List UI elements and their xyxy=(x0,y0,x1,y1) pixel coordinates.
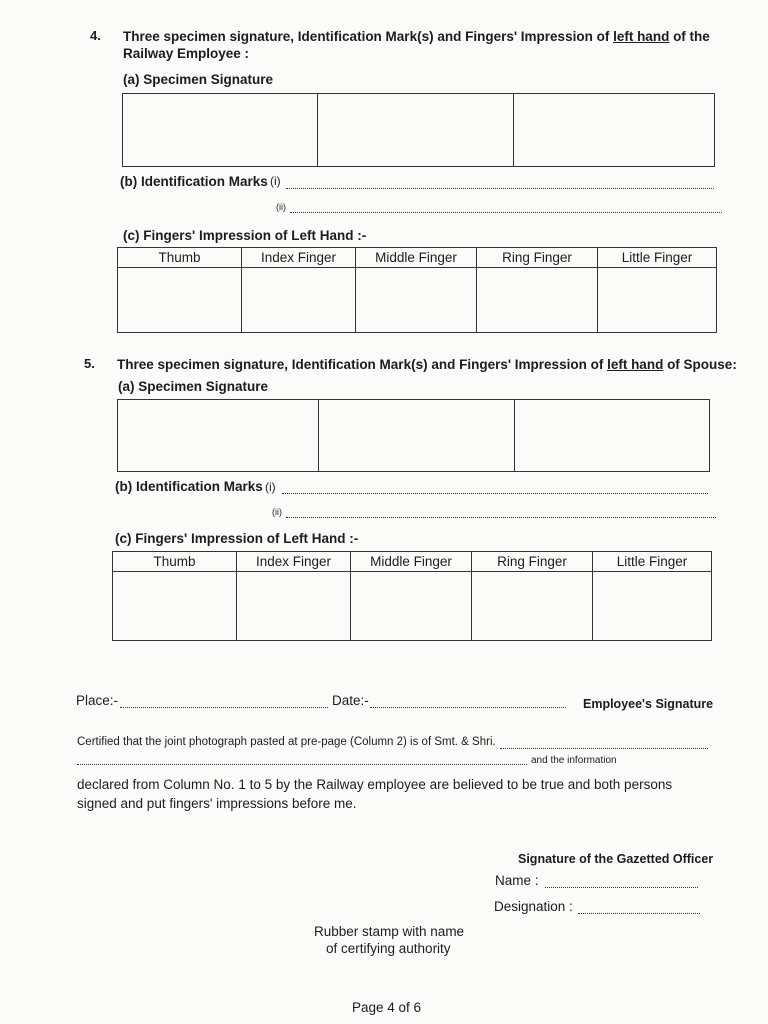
finger-header-index: Index Finger xyxy=(237,552,351,572)
finger-impression-ring[interactable] xyxy=(477,268,598,333)
finger-header-ring: Ring Finger xyxy=(477,248,598,268)
section-4-fingers-table xyxy=(117,247,717,333)
section-5-id-mark-2-line[interactable] xyxy=(286,516,716,518)
section-4-id-mark-1-label: (i) xyxy=(270,174,281,188)
finger-header-ring: Ring Finger xyxy=(472,552,593,572)
section-4-specimen-label: (a) Specimen Signature xyxy=(123,72,274,87)
employee-signature-label: Employee's Signature xyxy=(583,697,714,711)
finger-impression-middle[interactable] xyxy=(351,572,472,641)
specimen-signature-cell-2[interactable] xyxy=(319,400,514,472)
section-4-title-text: Three specimen signature, Identification Mark(s) and Fingers' Impression of xyxy=(123,29,614,44)
specimen-signature-cell-3[interactable] xyxy=(513,94,714,167)
section-5-specimen-signature-box xyxy=(117,399,710,472)
specimen-signature-cell-1[interactable] xyxy=(118,400,319,472)
declared-line-1: declared from Column No. 1 to 5 by the Railway employee are believed to be true and both persons xyxy=(77,777,673,792)
section-4-title-end: of the Railway Employee : xyxy=(123,29,710,61)
section-5-id-mark-2-label: (ii) xyxy=(272,507,282,517)
specimen-signature-cell-3[interactable] xyxy=(514,400,709,472)
section-4-id-mark-2-line[interactable] xyxy=(290,211,722,213)
finger-header-little: Little Finger xyxy=(593,552,712,572)
section-5-id-mark-1-line[interactable] xyxy=(282,492,708,494)
section-5-id-marks-label: (b) Identification Marks xyxy=(115,479,263,494)
finger-impression-thumb[interactable] xyxy=(118,268,242,333)
section-4-fingers-label: (c) Fingers' Impression of Left Hand :- xyxy=(123,228,367,243)
certified-text: Certified that the joint photograph pasted at pre-page (Column 2) is of Smt. & Shri. xyxy=(77,736,496,748)
section-5-title-text: Three specimen signature, Identification Mark(s) and Fingers' Impression of xyxy=(117,357,608,372)
finger-impression-index[interactable] xyxy=(237,572,351,641)
section-5-title-end: of Spouse: xyxy=(663,357,737,372)
page-number: Page 4 of 6 xyxy=(352,1000,422,1015)
specimen-signature-cell-1[interactable] xyxy=(123,94,318,167)
section-4-id-mark-1-line[interactable] xyxy=(286,187,714,189)
finger-impression-thumb[interactable] xyxy=(113,572,237,641)
specimen-signature-cell-2[interactable] xyxy=(318,94,513,167)
section-5-number: 5. xyxy=(84,356,95,371)
section-4-id-marks-label: (b) Identification Marks xyxy=(120,174,268,189)
section-4-id-mark-2-label: (ii) xyxy=(276,202,286,212)
place-line[interactable] xyxy=(120,706,328,708)
date-line[interactable] xyxy=(370,706,566,708)
designation-label: Designation : xyxy=(494,899,573,914)
rubber-stamp-line-1: Rubber stamp with name xyxy=(314,924,465,939)
finger-impression-middle[interactable] xyxy=(356,268,477,333)
section-4-title-underline: left hand xyxy=(613,29,670,44)
section-5-fingers-table xyxy=(112,551,712,641)
finger-header-index: Index Finger xyxy=(242,248,356,268)
section-5-title-underline: left hand xyxy=(607,357,664,372)
finger-header-thumb: Thumb xyxy=(118,248,242,268)
designation-line[interactable] xyxy=(578,912,700,914)
name-label: Name : xyxy=(495,873,539,888)
section-5-fingers-label: (c) Fingers' Impression of Left Hand :- xyxy=(115,531,359,546)
name-line[interactable] xyxy=(545,886,698,888)
rubber-stamp-line-2: of certifying authority xyxy=(326,941,451,956)
section-5-title xyxy=(117,356,737,373)
gazetted-officer-signature-label: Signature of the Gazetted Officer xyxy=(518,852,714,866)
date-label: Date:- xyxy=(332,693,369,708)
and-information-text: and the information xyxy=(531,755,617,766)
finger-impression-little[interactable] xyxy=(598,268,717,333)
finger-header-middle: Middle Finger xyxy=(356,248,477,268)
certified-name-line-2[interactable] xyxy=(77,763,527,765)
section-4-specimen-signature-box xyxy=(122,93,715,167)
place-label: Place:- xyxy=(76,693,119,708)
section-4-title xyxy=(123,28,723,62)
section-5-id-mark-1-label: (i) xyxy=(265,480,276,494)
declared-line-2: signed and put fingers' impressions before me. xyxy=(77,796,357,811)
finger-header-middle: Middle Finger xyxy=(351,552,472,572)
finger-impression-index[interactable] xyxy=(242,268,356,333)
section-5-specimen-label: (a) Specimen Signature xyxy=(118,379,269,394)
finger-impression-little[interactable] xyxy=(593,572,712,641)
section-4-number: 4. xyxy=(90,28,101,43)
finger-impression-ring[interactable] xyxy=(472,572,593,641)
finger-header-thumb: Thumb xyxy=(113,552,237,572)
certified-name-line[interactable] xyxy=(500,747,708,749)
finger-header-little: Little Finger xyxy=(598,248,717,268)
